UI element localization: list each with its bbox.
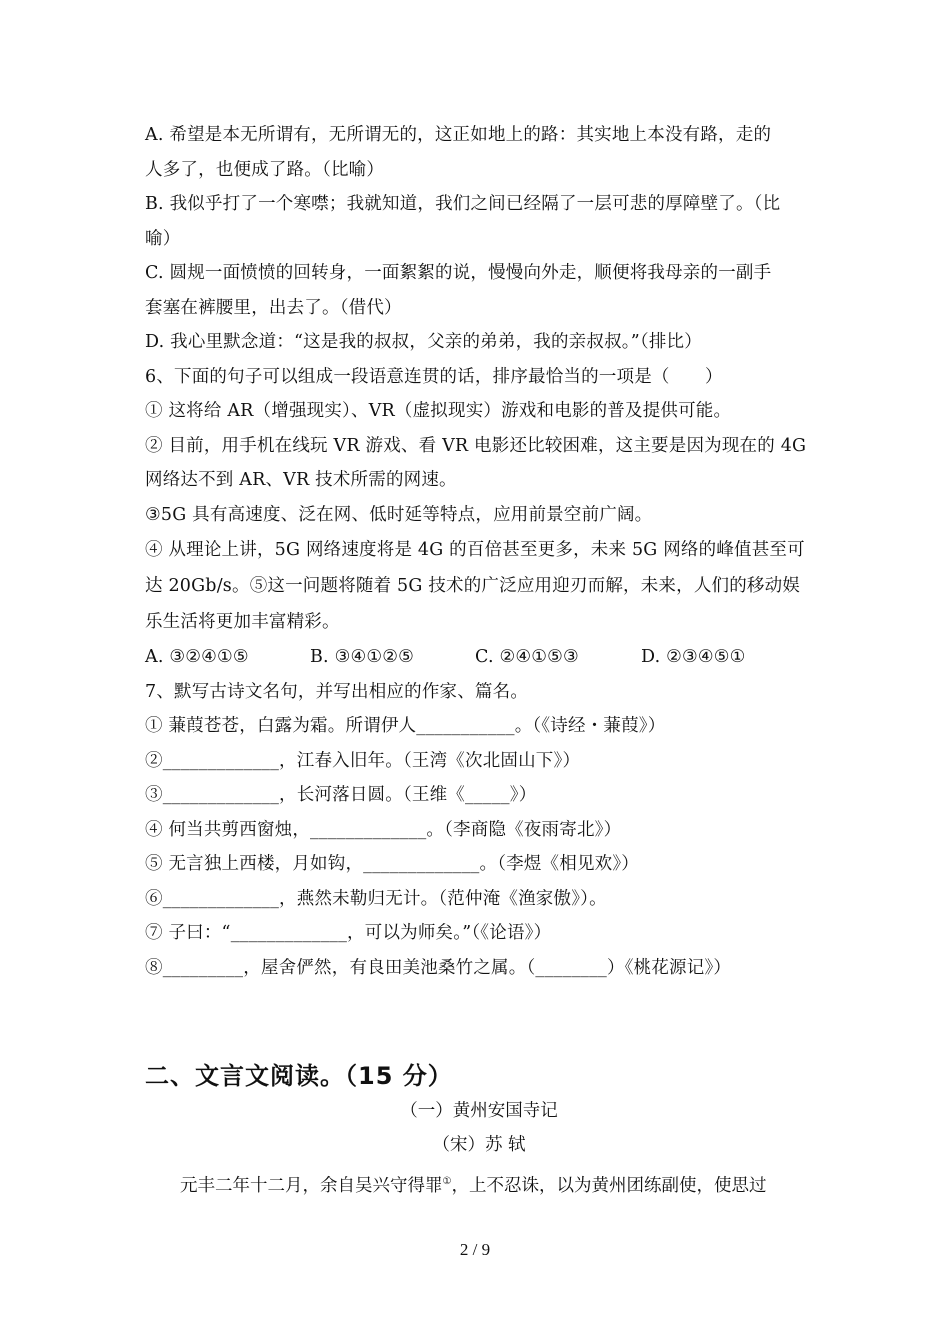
- poem-item-4: ④ 何当共剪西窗烛，_____________。（李商隐《夜雨寄北》）: [145, 819, 622, 840]
- page-number: 2 / 9: [459, 1240, 491, 1259]
- poem-item-3: ③_____________，长河落日圆。（王维《_____》）: [145, 785, 537, 805]
- choice-b: B. ③④①②⑤: [310, 647, 415, 667]
- option-b-line2: 喻）: [145, 228, 181, 249]
- option-c-line1: C. 圆规一面愤愤的回转身，一面絮絮的说，慢慢向外走，顺便将我母亲的一副手: [145, 263, 772, 283]
- poem-item-2: ②_____________，江春入旧年。（王湾《次北固山下》）: [145, 750, 581, 771]
- choice-c: C. ②④①⑤③: [475, 647, 579, 667]
- option-a-line1: A. 希望是本无所谓有，无所谓无的，这正如地上的路：其实地上本没有路，走的: [145, 125, 772, 145]
- choice-a: A. ③②④①⑤: [145, 647, 249, 667]
- poem-item-1: ① 蒹葭苍苍，白露为霜。所谓伊人___________。（《诗经・蒹葭》）: [145, 716, 666, 736]
- sentence-4-line3: 乐生活将更加丰富精彩。: [145, 612, 340, 632]
- passage-text-end: ，上不忍诛，以为黄州团练副使，使思过: [451, 1175, 767, 1196]
- sentence-3: ③5G 具有高速度、泛在网、低时延等特点，应用前景空前广阔。: [145, 504, 653, 525]
- choice-d: D. ②③④⑤①: [641, 647, 746, 667]
- poem-item-6: ⑥_____________，燕然未勒归无计。（范仲淹《渔家傲》）。: [145, 888, 607, 909]
- passage-title: （一）黄州安国寺记: [400, 1101, 558, 1121]
- sentence-4-line2: 达 20Gb/s。⑤这一问题将随着 5G 技术的广泛应用迎刃而解，未来，人们的移动娱: [145, 576, 801, 596]
- passage-paragraph: [180, 1165, 766, 1203]
- sentence-2-line1: ② 目前，用手机在线玩 VR 游戏、看 VR 电影还比较困难，这主要是因为现在的 4G: [145, 435, 807, 456]
- passage-author: （宋）苏 轼: [432, 1135, 526, 1155]
- poem-item-7: ⑦ 子曰：“_____________，可以为师矣。”（《论语》）: [145, 923, 552, 943]
- sentence-4-line1: ④ 从理论上讲，5G 网络速度将是 4G 的百倍甚至更多，未来 5G 网络的峰值甚至可: [145, 540, 805, 560]
- question-6-stem: 6、下面的句子可以组成一段语意连贯的话，排序最恰当的一项是（ ）: [145, 366, 723, 387]
- option-a-line2: 人多了，也便成了路。（比喻）: [145, 159, 385, 180]
- question-7-stem: 7、默写古诗文名句，并写出相应的作家、篇名。: [145, 681, 529, 702]
- option-b-line1: B. 我似乎打了一个寒噤；我就知道，我们之间已经隔了一层可悲的厚障壁了。（比: [145, 194, 781, 214]
- sentence-2-line2: 网络达不到 AR、VR 技术所需的网速。: [145, 470, 457, 490]
- section-title: 二、文言文阅读。（15 分）: [145, 1062, 453, 1090]
- option-c-line2: 套塞在裤腰里，出去了。（借代）: [145, 297, 402, 318]
- poem-item-5: ⑤ 无言独上西楼，月如钩，_____________。（李煜《相见欢》）: [145, 854, 640, 874]
- passage-text-start: 元丰二年十二月，余自吴兴守得罪: [180, 1175, 443, 1196]
- sentence-1: ① 这将给 AR（增强现实）、VR（虚拟现实）游戏和电影的普及提供可能。: [145, 401, 732, 421]
- poem-item-8: ⑧_________，屋舍俨然，有良田美池桑竹之属。（________）《桃花源记》）: [145, 957, 732, 978]
- question-6-options: [145, 640, 813, 675]
- footnote-marker: ①: [442, 1176, 452, 1187]
- question-block: [145, 118, 813, 985]
- option-d-line: D. 我心里默念道：“这是我的叔叔，父亲的弟弟，我的亲叔叔。”（排比）: [145, 332, 702, 352]
